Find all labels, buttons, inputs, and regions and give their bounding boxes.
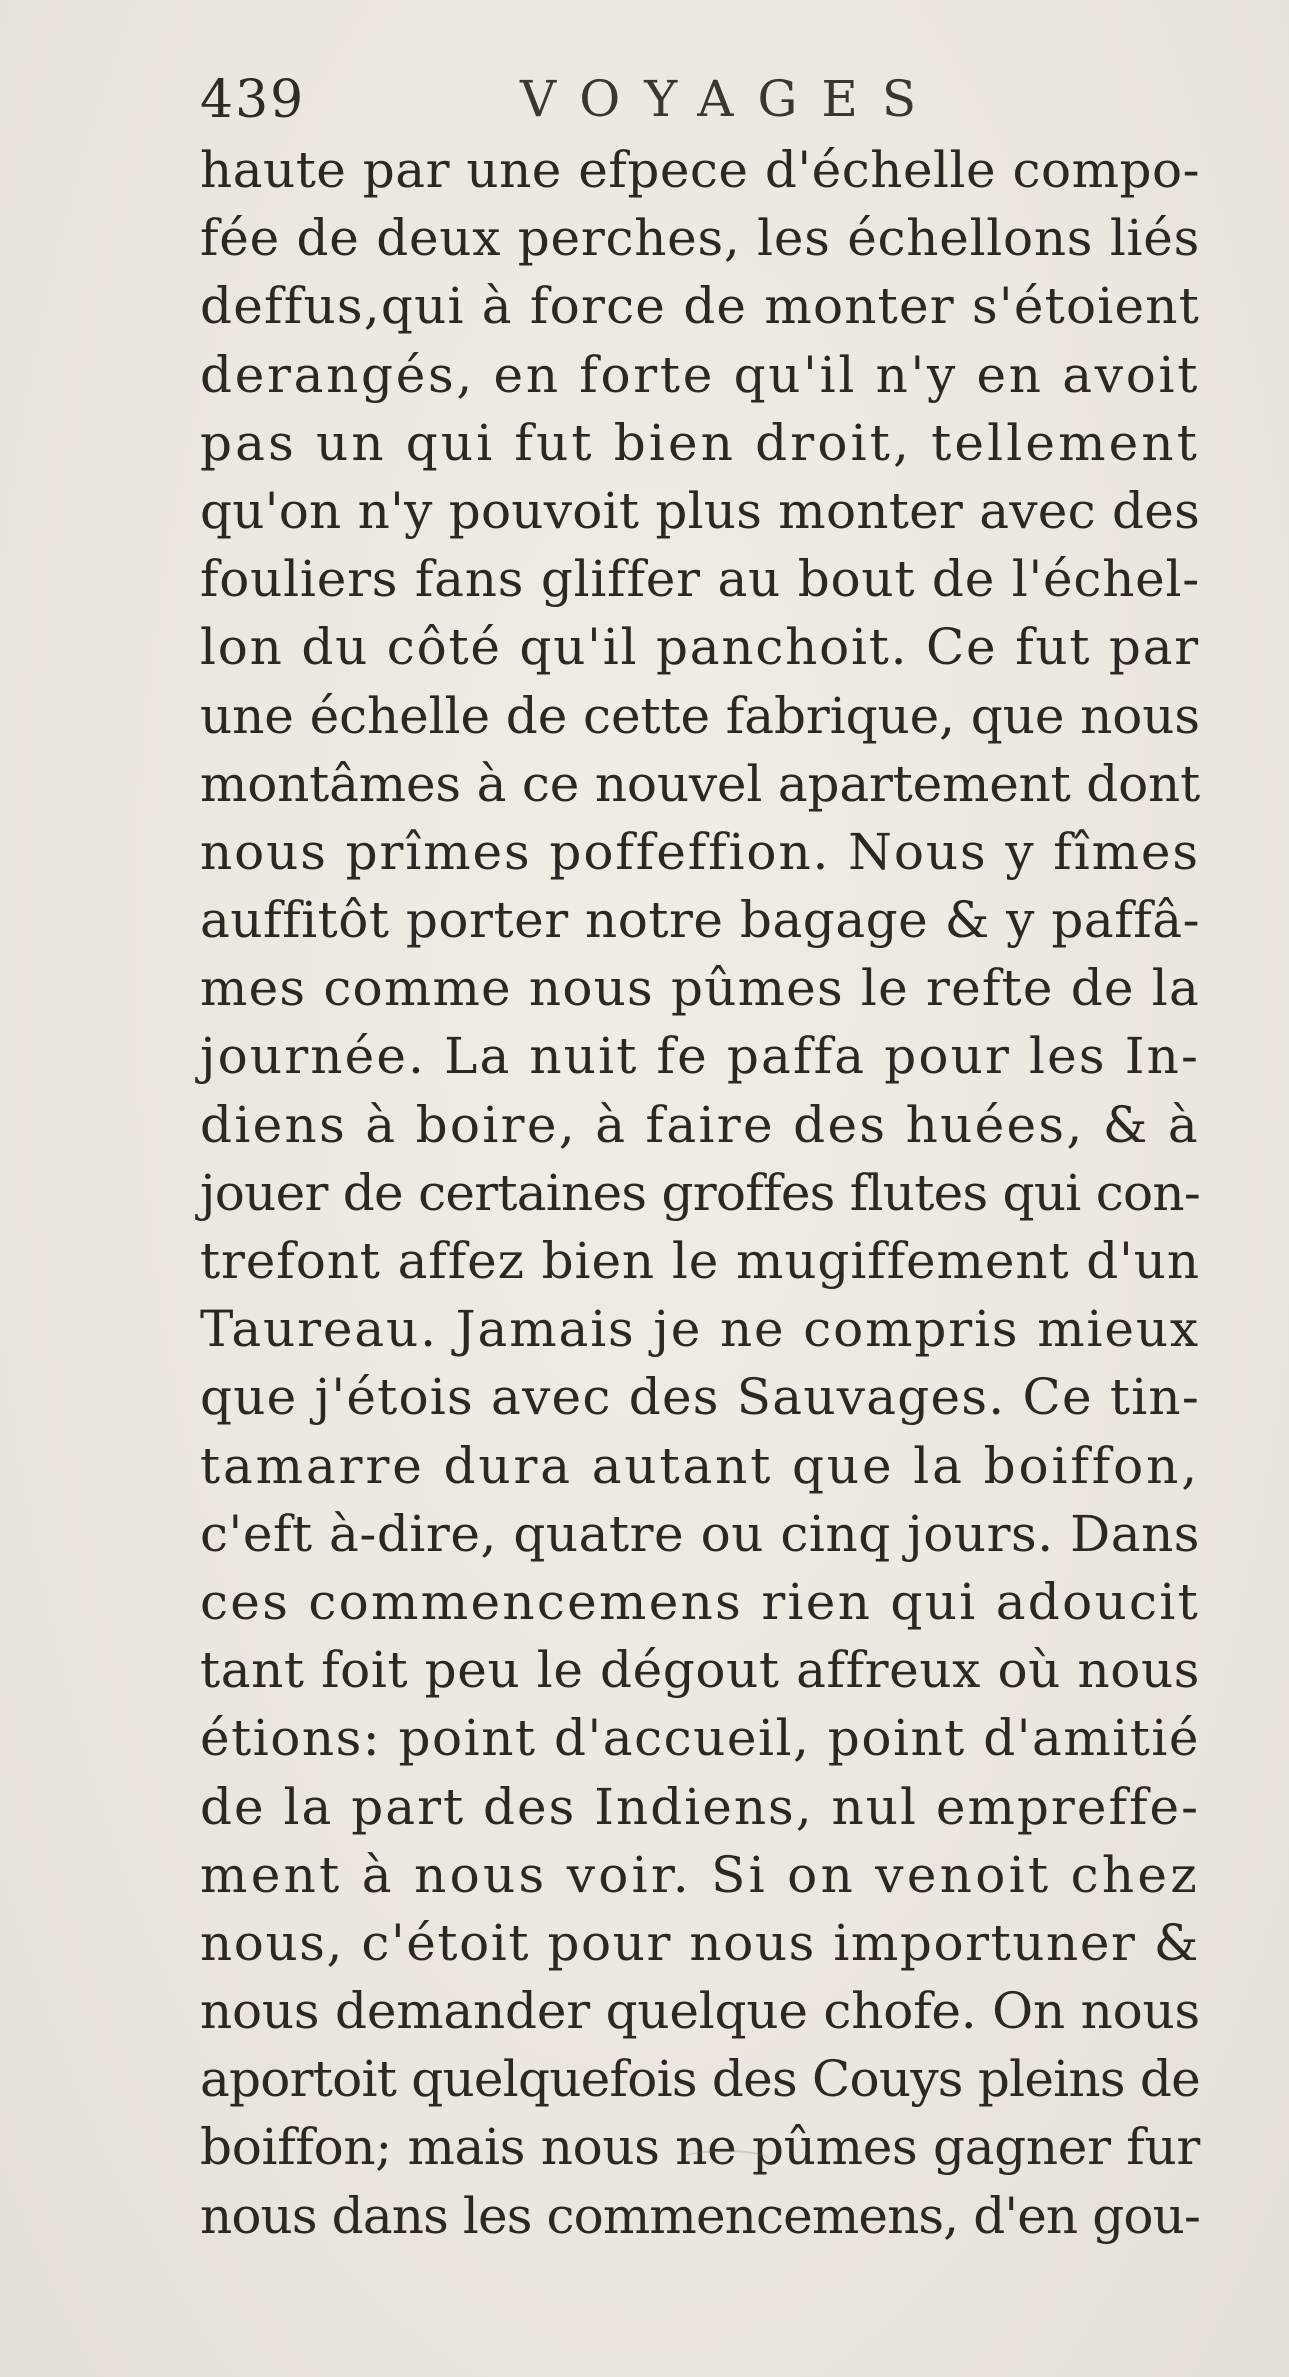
text-line: tamarre dura autant que la boiffon, [200, 1436, 1200, 1495]
text-line: pas un qui fut bien droit, tellement [200, 413, 1200, 472]
text-line: lon du côté qu'il panchoit. Ce fut par [200, 618, 1200, 677]
text-line: boiffon; mais nous ne pûmes gagner fur [200, 2118, 1200, 2177]
text-line: diens à boire, à faire des huées, & à [200, 1095, 1200, 1154]
text-line: mes comme nous pûmes le refte de la [200, 959, 1200, 1018]
text-line: deffus,qui à force de monter s'étoient [200, 277, 1200, 336]
text-line: une échelle de cette fabrique, que nous [200, 686, 1200, 745]
text-line: auffitôt porter notre bagage & y paffâ- [200, 891, 1200, 950]
running-head [200, 62, 1000, 142]
running-title: VOYAGES [520, 70, 941, 128]
text-line: fée de deux perches, les échellons liés [200, 209, 1200, 268]
text-line: qu'on n'y pouvoit plus monter avec des [200, 481, 1200, 540]
text-line: aportoit quelquefois des Couys pleins de [200, 2050, 1200, 2109]
text-line: fouliers fans gliffer au bout de l'échel- [200, 550, 1200, 609]
text-line: derangés, en forte qu'il n'y en avoit [200, 345, 1200, 404]
text-line: que j'étois avec des Sauvages. Ce tin- [200, 1368, 1200, 1427]
page-number: 439 [200, 70, 306, 130]
text-line: nous prîmes poffeffion. Nous y fîmes [200, 822, 1200, 881]
text-line: Taureau. Jamais je ne compris mieux [200, 1300, 1200, 1359]
text-line: journée. La nuit fe paffa pour les In- [200, 1027, 1200, 1086]
text-line: nous, c'étoit pour nous importuner & [200, 1913, 1200, 1972]
text-line: ces commencemens rien qui adoucit [200, 1572, 1200, 1631]
text-line: étions: point d'accueil, point d'amitié [200, 1709, 1200, 1768]
text-line: ment à nous voir. Si on venoit chez [200, 1845, 1200, 1904]
text-line: de la part des Indiens, nul empreffe- [200, 1777, 1200, 1836]
paper-smudge [680, 2150, 770, 2170]
text-line: nous demander quelque chofe. On nous [200, 1982, 1200, 2041]
text-line: haute par une efpece d'échelle compo- [200, 141, 1200, 199]
text-line: c'eft à-dire, quatre ou cinq jours. Dans [200, 1504, 1200, 1563]
text-line: tant foit peu le dégout affreux où nous [200, 1641, 1200, 1700]
text-line: trefont affez bien le mugiffement d'un [200, 1232, 1200, 1290]
text-line: nous dans les commencemens, d'en gou- [200, 2186, 1200, 2245]
text-line: montâmes à ce nouvel apartement dont [200, 754, 1200, 813]
text-line: jouer de certaines groffes flutes qui con- [200, 1163, 1200, 1222]
body-text [200, 136, 1200, 2250]
